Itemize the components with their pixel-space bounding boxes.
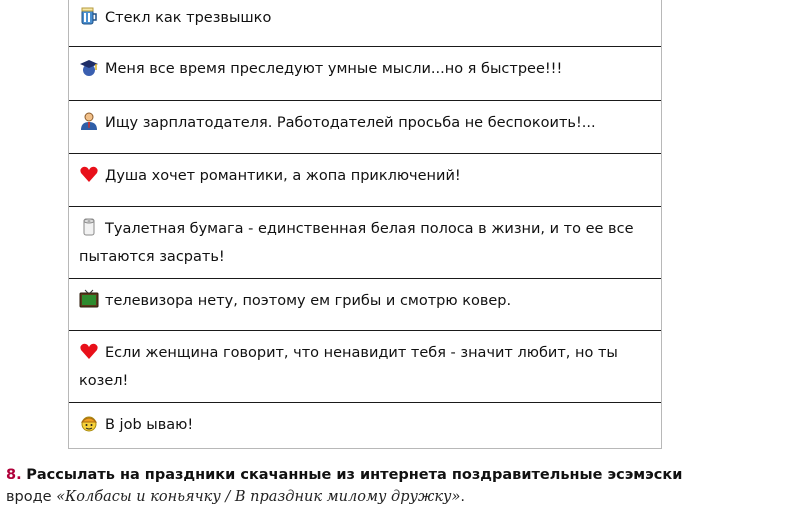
heart-icon bbox=[79, 341, 99, 361]
status-row bbox=[69, 330, 661, 402]
status-row bbox=[69, 46, 661, 100]
status-text: Туалетная бумага - единственная белая полоса в жизни, и то ее все пытаются засрать! bbox=[79, 221, 634, 265]
office-worker-icon bbox=[79, 111, 99, 131]
status-row bbox=[69, 278, 661, 330]
toilet-paper-icon bbox=[79, 217, 99, 237]
item-end: . bbox=[460, 489, 465, 505]
hardhat-smiley-icon bbox=[79, 413, 99, 433]
status-text: Стекл как трезвышко bbox=[105, 10, 272, 26]
status-text: телевизора нету, поэтому ем грибы и смотрю ковер. bbox=[105, 293, 512, 309]
article-item bbox=[6, 464, 796, 508]
status-text: Душа хочет романтики, а жопа приключений! bbox=[105, 168, 461, 184]
heart-icon bbox=[79, 164, 99, 184]
status-text: В job ываю! bbox=[105, 417, 194, 433]
beer-mug-icon bbox=[79, 6, 99, 26]
status-row bbox=[69, 0, 661, 46]
tv-icon bbox=[79, 289, 99, 309]
item-number: 8. bbox=[6, 467, 22, 483]
item-heading: Рассылать на праздники скачанные из интернета поздравительные эсэмэски bbox=[26, 467, 683, 483]
status-row bbox=[69, 206, 661, 278]
graduation-cap-icon bbox=[79, 57, 99, 77]
status-row bbox=[69, 402, 661, 448]
status-text: Ищу зарплатодателя. Работодателей просьба не беспокоить!... bbox=[105, 115, 596, 131]
status-row bbox=[69, 100, 661, 153]
status-text: Если женщина говорит, что ненавидит тебя - значит любит, но ты козел! bbox=[79, 345, 618, 389]
item-quote: «Колбасы и коньячку / В праздник милому дружку» bbox=[56, 489, 461, 505]
status-list bbox=[68, 0, 662, 449]
status-row bbox=[69, 153, 661, 206]
status-text: Меня все время преследуют умные мысли...но я быстрее!!! bbox=[105, 61, 563, 77]
item-lead: вроде bbox=[6, 489, 52, 505]
